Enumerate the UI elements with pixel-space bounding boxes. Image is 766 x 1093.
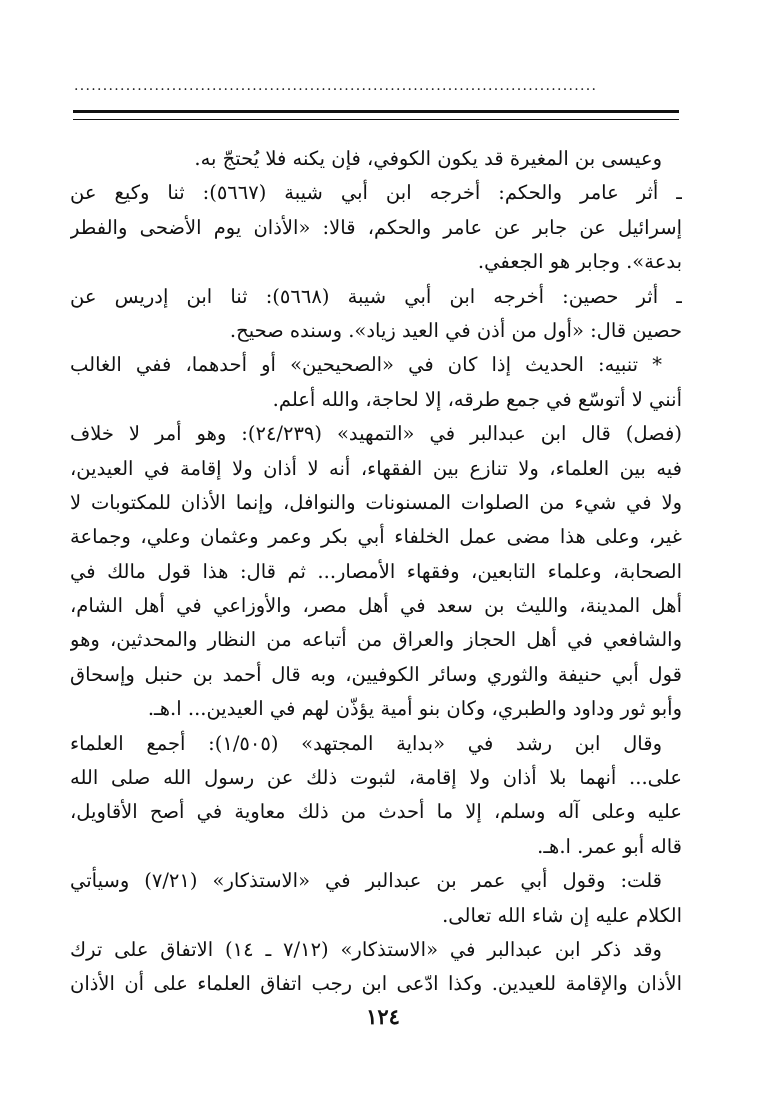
text-line: غير، وعلى هذا مضى عمل الخلفاء أبي بكر وعمر وعثمان وعلي، وجماعة xyxy=(70,525,682,549)
page-number: ١٢٤ xyxy=(366,1004,400,1029)
text-line: وعيسى بن المغيرة قد يكون الكوفي، فإن يكنه فلا يُحتجّ به. xyxy=(194,147,662,170)
text-line: ـ أثر عامر والحكم: أخرجه ابن أبي شيبة (٥٦٦٧): ثنا وكيع عن xyxy=(70,181,682,205)
text-line: قول أبي حنيفة والثوري وسائر الكوفيين، وبه قال أحمد بن حنبل وإسحاق xyxy=(70,662,682,686)
text-line: ـ أثر حصين: أخرجه ابن أبي شيبة (٥٦٦٨): ثنا ابن إدريس عن xyxy=(70,284,682,308)
text-line: بدعة». وجابر هو الجعفي. xyxy=(477,250,682,274)
header-thin-rule xyxy=(73,119,679,120)
text-line: فيه بين العلماء، ولا تنازع بين الفقهاء، أنه لا أذان ولا إقامة في العيدين، xyxy=(70,456,682,480)
text-line: عليه وعلى آله وسلم، إلا ما أحدث من ذلك معاوية في أصح الأقاويل، xyxy=(70,800,682,824)
text-line: إسرائيل عن جابر عن عامر والحكم، قالا: «الأذان يوم الأضحى والفطر xyxy=(70,215,682,239)
text-line: على... أنهما بلا أذان ولا إقامة، لثبوت ذلك عن رسول الله صلى الله xyxy=(70,766,682,790)
text-line: (فصل) قال ابن عبدالبر في «التمهيد» (٢٤/٢٣٩): وهو أمر لا خلاف xyxy=(70,422,682,446)
header-thick-rule xyxy=(73,110,679,113)
text-line: وقال ابن رشد في «بداية المجتهد» (١/٥٠٥): أجمع العلماء xyxy=(70,731,662,755)
text-line: الصحابة، وعلماء التابعين، وفقهاء الأمصار... ثم قال: هذا قول مالك في xyxy=(70,559,682,583)
text-line: حصين قال: «أول من أذن في العيد زياد». وسنده صحيح. xyxy=(229,318,682,342)
text-line: وأبو ثور وداود والطبري، وكان بنو أمية يؤذّن لهم في العيدين... ا.هـ. xyxy=(147,697,682,721)
text-line: الأذان والإقامة للعيدين. وكذا ادّعى ابن رجب اتفاق العلماء على أن الأذان xyxy=(70,972,682,996)
text-line: * تنبيه: الحديث إذا كان في «الصحيحين» أو أحدهما، ففي الغالب xyxy=(70,353,662,377)
text-line: الكلام عليه إن شاء الله تعالى. xyxy=(442,903,682,927)
text-line: وقد ذكر ابن عبدالبر في «الاستذكار» (٧/١٢ ـ ١٤) الاتفاق على ترك xyxy=(70,937,662,961)
text-line: أهل المدينة، والليث بن سعد في أهل مصر، والأوزاعي في أهل الشام، xyxy=(70,594,682,618)
text-line: أنني لا أتوسّع في جمع طرقه، إلا لحاجة، والله أعلم. xyxy=(272,387,682,411)
text-line: ولا في شيء من الصلوات المسنونات والنوافل، وإنما الأذان للمكتوبات لا xyxy=(70,490,682,514)
text-line: قاله أبو عمر. ا.هـ. xyxy=(537,834,682,858)
page-body-text xyxy=(70,142,682,1002)
text-line: قلت: وقول أبي عمر بن عبدالبر في «الاستذكار» (٧/٢١) وسيأتي xyxy=(70,869,662,893)
text-line: والشافعي في أهل الحجاز والعراق من أتباعه من النظار والمحدثين، وهو xyxy=(70,628,682,652)
header-dotted-line: ........................................................................................... xyxy=(74,79,598,93)
